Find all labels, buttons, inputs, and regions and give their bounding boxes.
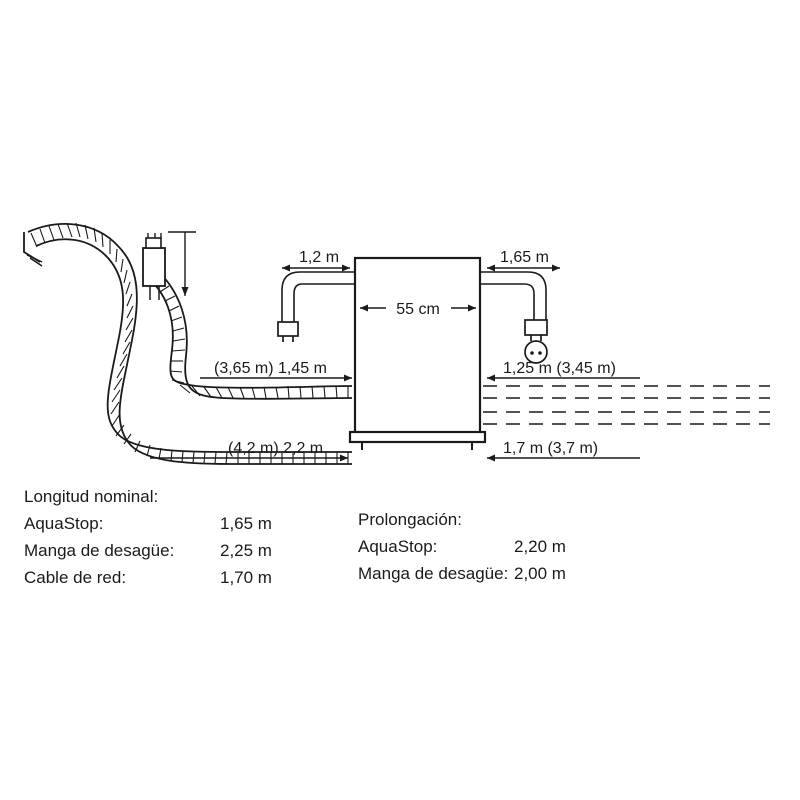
legend-extension-label-1: Manga de desagüe:	[358, 564, 509, 583]
legend-nominal-label-1: Manga de desagüe:	[24, 541, 175, 560]
legend-extension-value-1: 2,00 m	[514, 564, 566, 583]
dim-drain-right	[487, 440, 640, 462]
power-cable-left	[278, 272, 355, 342]
drain-hose-left	[145, 270, 352, 399]
dim-drain-left-label: (4,2 m) 2,2 m	[228, 440, 324, 457]
hidden-hoses-right	[483, 386, 770, 424]
dim-aquastop-left	[200, 360, 352, 382]
legend-nominal-value-2: 1,70 m	[220, 568, 272, 587]
legend-nominal	[24, 487, 272, 595]
legend-nominal-label-0: AquaStop:	[24, 514, 104, 533]
legend-extension-title: Prolongación:	[358, 510, 462, 529]
legend-extension-label-0: AquaStop:	[358, 537, 438, 556]
appliance-width-label: 55 cm	[396, 301, 440, 318]
legend-nominal-value-0: 1,65 m	[220, 514, 272, 533]
legend-nominal-title: Longitud nominal:	[24, 487, 159, 506]
aquastop-valve	[143, 232, 196, 300]
dim-top-left	[282, 249, 350, 272]
legend-row	[24, 541, 272, 561]
dim-top-right-label: 1,65 m	[500, 249, 549, 266]
dim-aquastop-right-label: 1,25 m (3,45 m)	[503, 360, 616, 377]
dim-top-right	[487, 249, 560, 272]
dim-drain-left	[150, 440, 348, 470]
legend-extension	[358, 510, 566, 591]
dim-drain-right-label: 1,7 m (3,7 m)	[503, 440, 599, 457]
dishwasher-body	[350, 258, 485, 450]
legend-nominal-label-2: Cable de red:	[24, 568, 127, 587]
legend-row	[358, 564, 566, 584]
dim-aquastop-left-label: (3,65 m) 1,45 m	[214, 360, 327, 377]
legend-extension-value-0: 2,20 m	[514, 537, 566, 556]
legend-row	[24, 568, 272, 588]
dim-aquastop-right	[487, 360, 640, 382]
legend-row	[358, 537, 566, 557]
power-cable-right	[481, 272, 547, 363]
dim-top-left-label: 1,2 m	[299, 249, 340, 266]
legend-row	[24, 514, 272, 534]
legend-nominal-value-1: 2,25 m	[220, 541, 272, 560]
